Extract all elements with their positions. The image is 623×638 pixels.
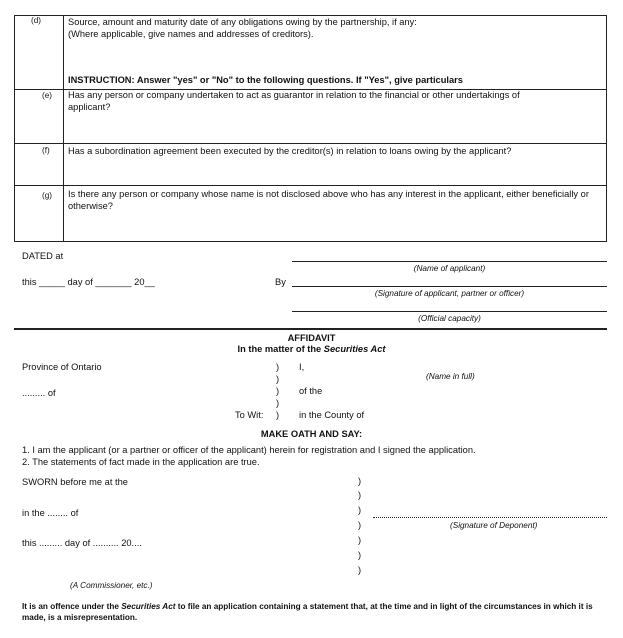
dated-at-label: DATED at xyxy=(22,251,64,261)
sworn-paren: ) xyxy=(358,565,362,575)
dated-this-line: this _____ day of _______ 20__ xyxy=(22,277,155,287)
section-divider xyxy=(14,328,607,330)
i-label: I, xyxy=(299,362,305,372)
province-label: Province of Ontario xyxy=(22,362,102,372)
commissioner-caption: (A Commissioner, etc.) xyxy=(70,581,153,590)
row-text-e: Has any person or company undertaken to act as guarantor in relation to the financial or other undertakings of applicant? xyxy=(68,90,520,112)
row-letter-f: (f) xyxy=(42,146,50,155)
sworn-before-label: SWORN before me at the xyxy=(22,477,128,487)
name-of-applicant-caption: (Name of applicant) xyxy=(413,264,486,273)
row-text-d-2: (Where applicable, give names and addresses of creditors). xyxy=(68,29,314,39)
statement-2: 2. The statements of fact made in the application are true. xyxy=(22,457,260,467)
affidavit-title: AFFIDAVIT xyxy=(287,333,336,343)
affidavit-paren: ) xyxy=(276,386,280,396)
affidavit-paren: ) xyxy=(276,398,280,408)
of-left-label: ......... of xyxy=(22,388,56,398)
offence-notice: It is an offence under the Securities Act to file an application containing a statement that, at the time and in light of the circumstances in which it is made, is a misrepresentation. xyxy=(22,602,593,622)
row-letter-g: (g) xyxy=(42,191,53,200)
row-text-d: Source, amount and maturity date of any obligations owing by the partnership, if any: xyxy=(68,17,417,27)
name-of-applicant-line xyxy=(292,261,607,262)
sworn-paren: ) xyxy=(358,505,362,515)
affidavit-paren: ) xyxy=(276,374,280,384)
signature-caption: (Signature of applicant, partner or officer) xyxy=(374,289,525,298)
row-text-f: Has a subordination agreement been executed by the creditor(s) in relation to loans owing by the applicant? xyxy=(68,146,512,156)
by-label: By xyxy=(275,277,286,287)
sworn-paren: ) xyxy=(358,476,362,486)
deponent-signature-caption: (Signature of Deponent) xyxy=(450,521,538,530)
official-capacity-line xyxy=(292,311,607,312)
sworn-paren: ) xyxy=(358,490,362,500)
affidavit-paren: ) xyxy=(276,410,280,420)
in-the-label: in the ........ of xyxy=(22,508,79,518)
instruction-text: INSTRUCTION: Answer "yes" or "No" to the following questions. If "Yes", give particulars xyxy=(68,75,463,85)
sworn-paren: ) xyxy=(358,550,362,560)
row-letter-d: (d) xyxy=(31,16,42,25)
county-label: in the County of xyxy=(299,410,365,420)
row-letter-e: (e) xyxy=(42,91,53,100)
to-wit-label: To Wit: xyxy=(235,410,264,420)
make-oath-heading: MAKE OATH AND SAY: xyxy=(260,429,363,439)
affidavit-paren: ) xyxy=(276,362,280,372)
deponent-signature-line xyxy=(373,517,607,518)
affidavit-matter: In the matter of the Securities Act xyxy=(237,344,386,354)
signature-line xyxy=(292,286,607,287)
official-capacity-caption: (Official capacity) xyxy=(418,314,481,323)
sworn-paren: ) xyxy=(358,520,362,530)
statement-1: 1. I am the applicant (or a partner or officer of the applicant) herein for registration and I signed the application. xyxy=(22,445,476,455)
sworn-this-line: this ......... day of .......... 20.... xyxy=(22,538,142,548)
name-in-full-caption: (Name in full) xyxy=(426,372,475,381)
sworn-paren: ) xyxy=(358,535,362,545)
row-text-g: Is there any person or company whose name is not disclosed above who has any interest in the applicant, either beneficially or otherwise? xyxy=(68,189,589,211)
of-the-label: of the xyxy=(299,386,323,396)
